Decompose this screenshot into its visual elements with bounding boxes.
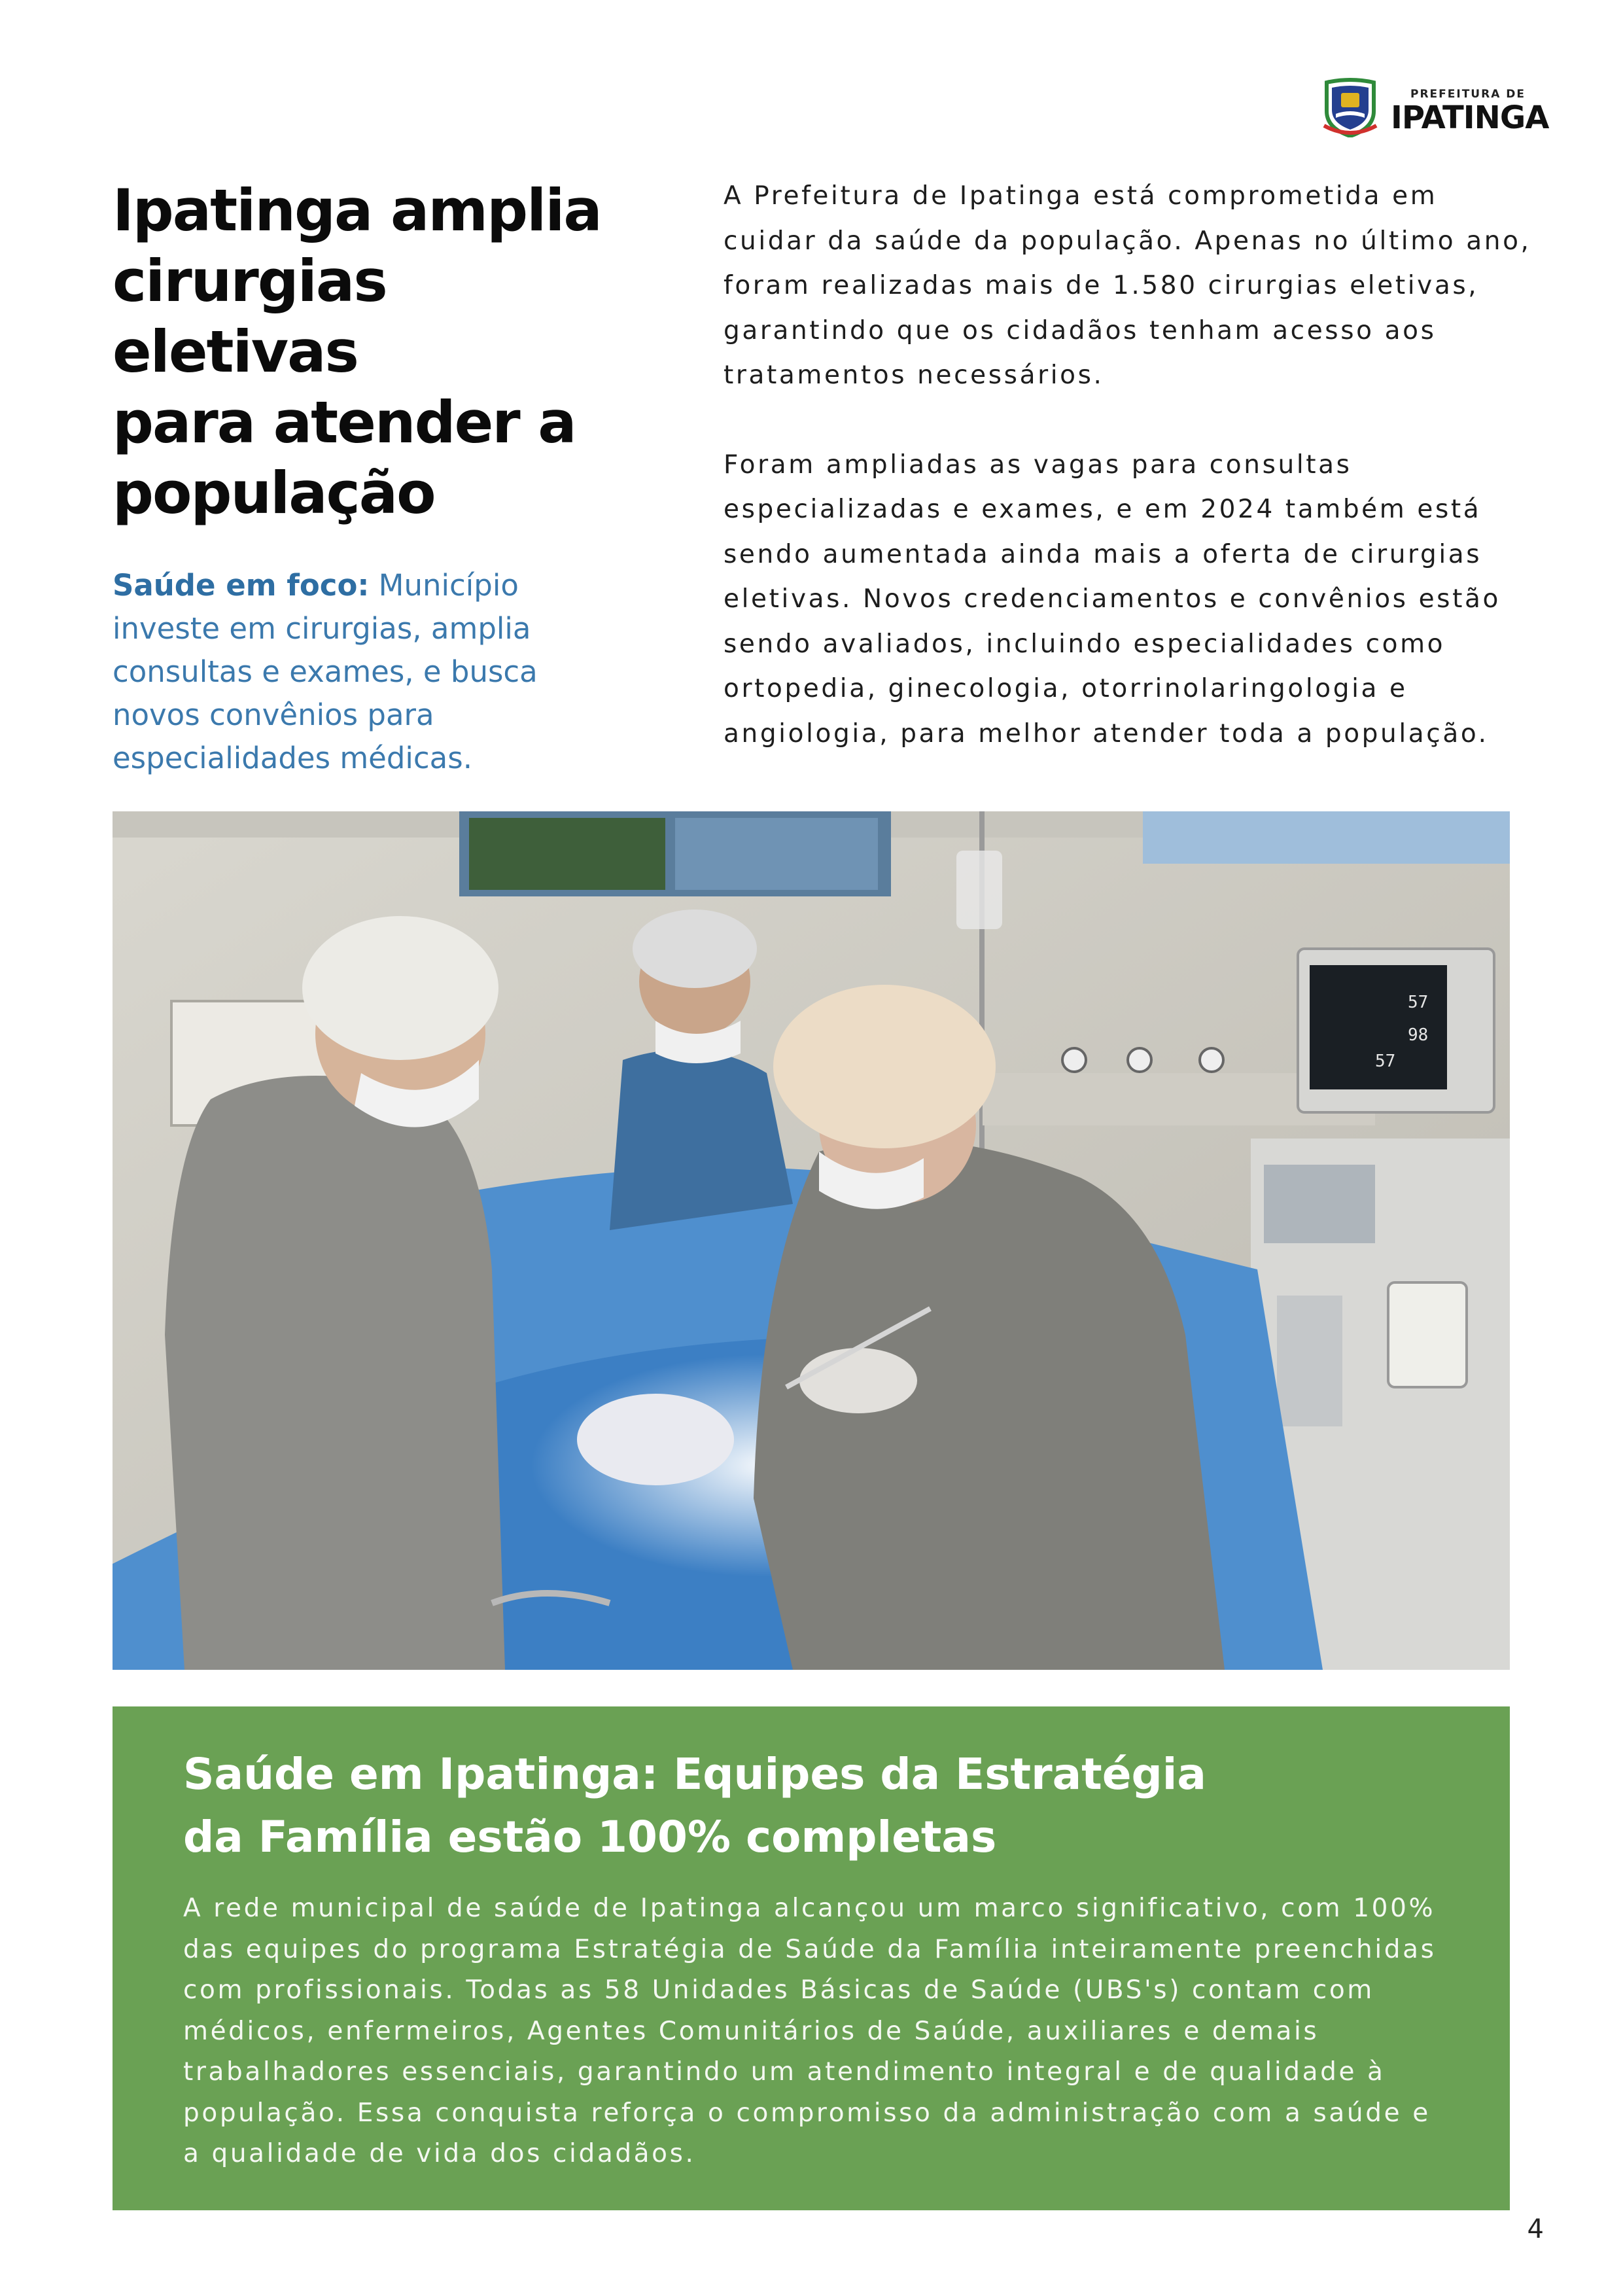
logo-prefix: PREFEITURA DE	[1410, 88, 1526, 101]
article-title: Ipatinga amplia cirurgias eletivas para atender a população	[113, 177, 601, 527]
subtitle-text: Município investe em cirurgias, amplia consultas e exames, e busca novos convênios para especialidades médicas.	[113, 568, 538, 775]
logo-city-name: IPATINGA	[1391, 99, 1549, 136]
surgery-photo-icon	[113, 811, 1510, 1670]
prefeitura-logo	[1323, 77, 1549, 143]
article-subtitle	[113, 564, 610, 780]
article-paragraph-2: Foram ampliadas as vagas para consultas especializadas e exames, e em 2024 também está sendo aumentada ainda mais a oferta de cirurgias eletivas. Novos credenciamentos e convênios estão sendo avaliados, incluindo especialidades como ortopedia, ginecologia, otorrinolaringologia e angiologia, para melhor atender toda a população.	[724, 450, 1501, 749]
feature-text: A rede municipal de saúde de Ipatinga alcançou um marco significativo, com 100% das equipes do programa Estratégia de Saúde da Família inteiramente preenchidas com profissionais. Todas as 58 Unidades Básicas de Saúde (UBS's) contam com médicos, enfermeiros, Agentes Comunitários de Saúde, auxiliares e demais trabalhadores essenciais, garantindo um atendimento integral e de qualidade à população. Essa conquista reforça o compromisso da administração com a saúde e a qualidade de vida dos cidadãos.	[183, 1894, 1437, 2168]
monitor-reading-3: 57	[1375, 1051, 1396, 1071]
page-number: 4	[1527, 2214, 1544, 2244]
monitor-reading-2: 98	[1408, 1025, 1429, 1045]
monitor-reading-1: 57	[1408, 993, 1429, 1012]
city-seal-icon	[1323, 77, 1378, 137]
feature-title: Saúde em Ipatinga: Equipes da Estratégia da Família estão 100% completas	[183, 1749, 1206, 1862]
article-paragraph-1: A Prefeitura de Ipatinga está comprometida em cuidar da saúde da população. Apenas no último ano, foram realizadas mais de 1.580 cirurgias eletivas, garantindo que os cidadãos tenham acesso aos tratamentos necessários.	[724, 181, 1531, 390]
surgery-photo	[113, 811, 1510, 1670]
feature-box	[113, 1706, 1510, 2210]
article-body	[724, 174, 1535, 801]
subtitle-lead: Saúde em foco:	[113, 568, 370, 603]
